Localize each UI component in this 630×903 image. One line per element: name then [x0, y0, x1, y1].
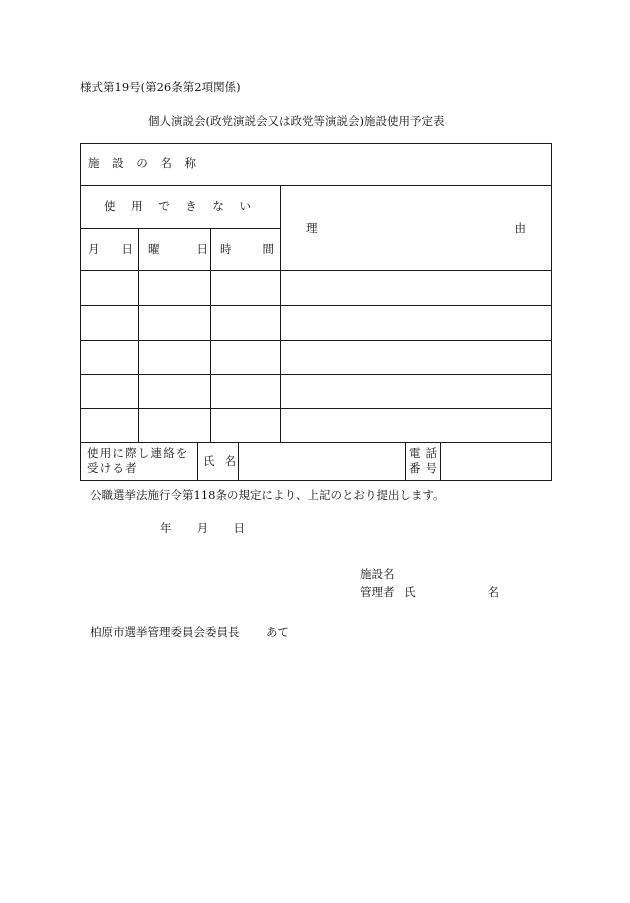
column-header-reason: 理 由	[306, 221, 526, 235]
form-number: 様式第19号(第26条第2項関係)	[80, 80, 241, 94]
table-row	[81, 375, 551, 408]
contact-name-field	[239, 443, 405, 480]
table-row	[81, 306, 551, 340]
table-rule	[80, 185, 552, 186]
phone-label-line1: 電 話	[409, 446, 437, 460]
table-rule	[405, 442, 406, 480]
phone-label-line2: 番 号	[409, 461, 437, 475]
facility-name-label: 施 設 の 名 称	[88, 156, 196, 170]
table-rule	[197, 442, 198, 480]
table-row	[81, 409, 551, 442]
manager-name-label: 氏 名	[404, 585, 499, 599]
form-title: 個人演説会(政党演説会又は政党等演説会)施設使用予定表	[148, 114, 445, 128]
facility-name-field	[200, 144, 550, 184]
contact-name-label: 氏 名	[203, 454, 236, 468]
column-header-date: 月 日	[88, 242, 133, 256]
date-line: 年 月 日	[160, 521, 245, 535]
table-row	[81, 271, 551, 305]
table-rule	[80, 228, 281, 229]
declaration-text: 公職選挙法施行令第118条の規定により、上記のとおり提出します。	[90, 488, 445, 502]
addressee: 柏原市選挙管理委員会委員長	[90, 625, 240, 639]
column-header-weekday: 曜 日	[148, 242, 208, 256]
manager-label: 管理者	[360, 585, 395, 599]
contact-label-line1: 使用に際し連絡を	[87, 446, 189, 460]
addressee-suffix: あて	[266, 625, 289, 639]
unavailable-header: 使 用 で き な い	[104, 199, 251, 213]
contact-label-line2: 受ける者	[87, 461, 138, 475]
column-header-time: 時 間	[220, 242, 274, 256]
table-row	[81, 341, 551, 374]
facility-label: 施設名	[360, 567, 395, 581]
phone-number-field	[441, 443, 551, 480]
